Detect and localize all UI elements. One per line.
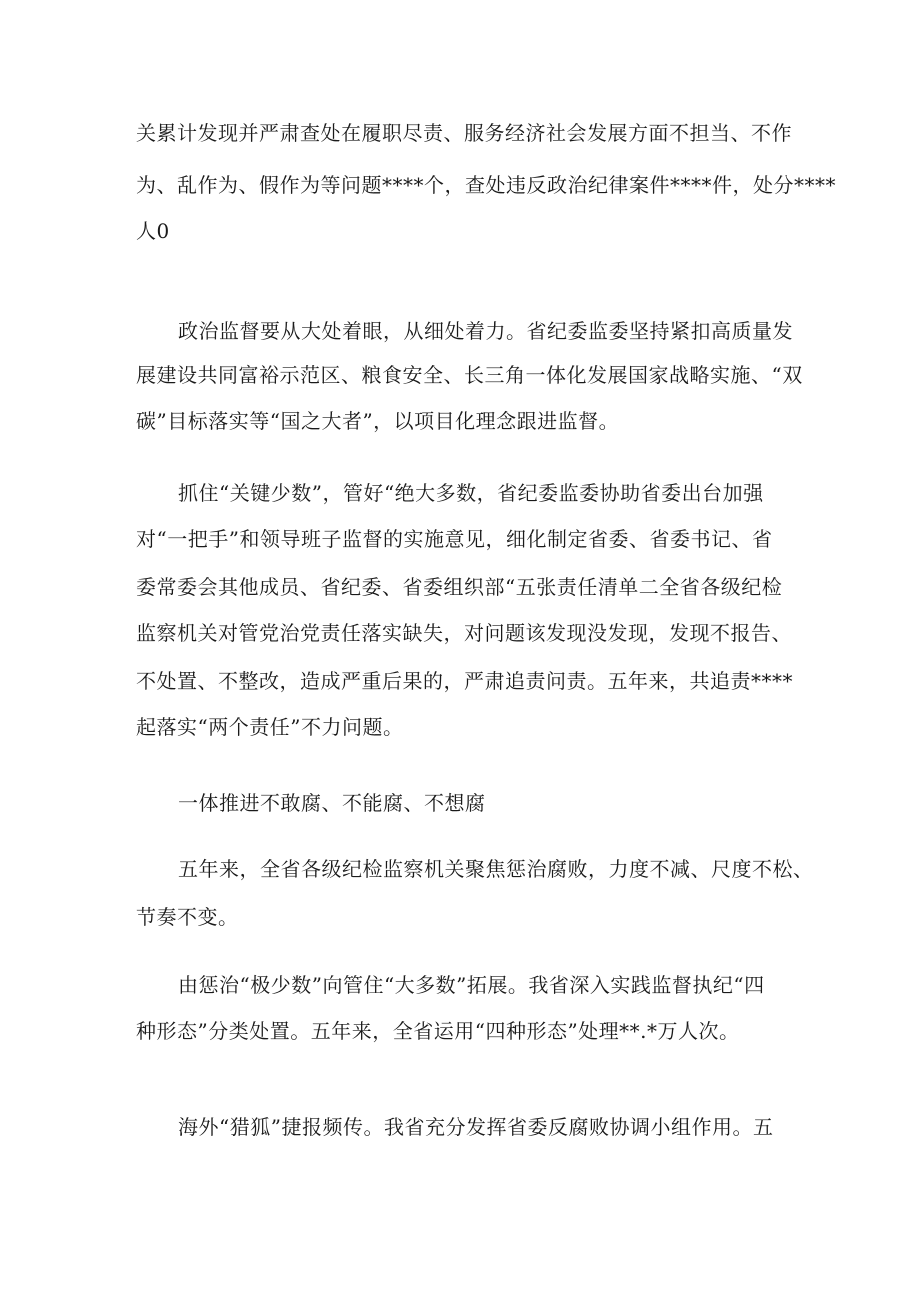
text-line: 碳”目标落实等“国之大者”，以项目化理念跟进监督。 (136, 409, 620, 433)
text-line: 抓住“关键少数”，管好“绝大多数，省纪委监委协助省委出台加强 (178, 481, 764, 505)
text-line: 为、乱作为、假作为等问题****个，查处违反政治纪律案件****件，处分**** (136, 173, 836, 197)
text-line: 起落实“两个责任”不力问题。 (136, 715, 404, 739)
text-line: 节奏不变。 (136, 905, 239, 929)
text-line: 展建设共同富裕示范区、粮食安全、长三角一体化发展国家战略实施、“双 (136, 363, 803, 387)
text-line: 政治监督要从大处着眼，从细处着力。省纪委监委坚持紧扣高质量发 (178, 319, 793, 343)
text-line: 监察机关对管党治党责任落实缺失，对问题该发现没发现，发现不报告、 (136, 621, 792, 645)
text-line: 关累计发现并严肃查处在履职尽责、服务经济社会发展方面不担当、不作 (136, 121, 792, 145)
text-line: 由惩治“极少数”向管住“大多数”拓展。我省深入实践监督执纪“四 (178, 973, 765, 997)
text-line: 不处置、不整改，造成严重后果的，严肃追责问责。五年来，共追责**** (136, 669, 793, 693)
text-line: 海外“猎狐”捷报频传。我省充分发挥省委反腐败协调小组作用。五 (178, 1115, 774, 1139)
text-line: 人0 (136, 219, 170, 243)
text-line: 种形态”分类处置。五年来，全省运用“四种形态”处理**.*万人次。 (136, 1019, 740, 1043)
text-line: 对“一把手”和领导班子监督的实施意见，细化制定省委、省委书记、省 (136, 527, 773, 551)
text-line: 一体推进不敢腐、不能腐、不想腐 (178, 791, 486, 815)
text-line: 五年来，全省各级纪检监察机关聚焦惩治腐败，力度不减、尺度不松、 (178, 857, 814, 881)
text-line: 委常委会其他成员、省纪委、省委组织部“五张责任清单二全省各级纪检 (136, 575, 783, 599)
